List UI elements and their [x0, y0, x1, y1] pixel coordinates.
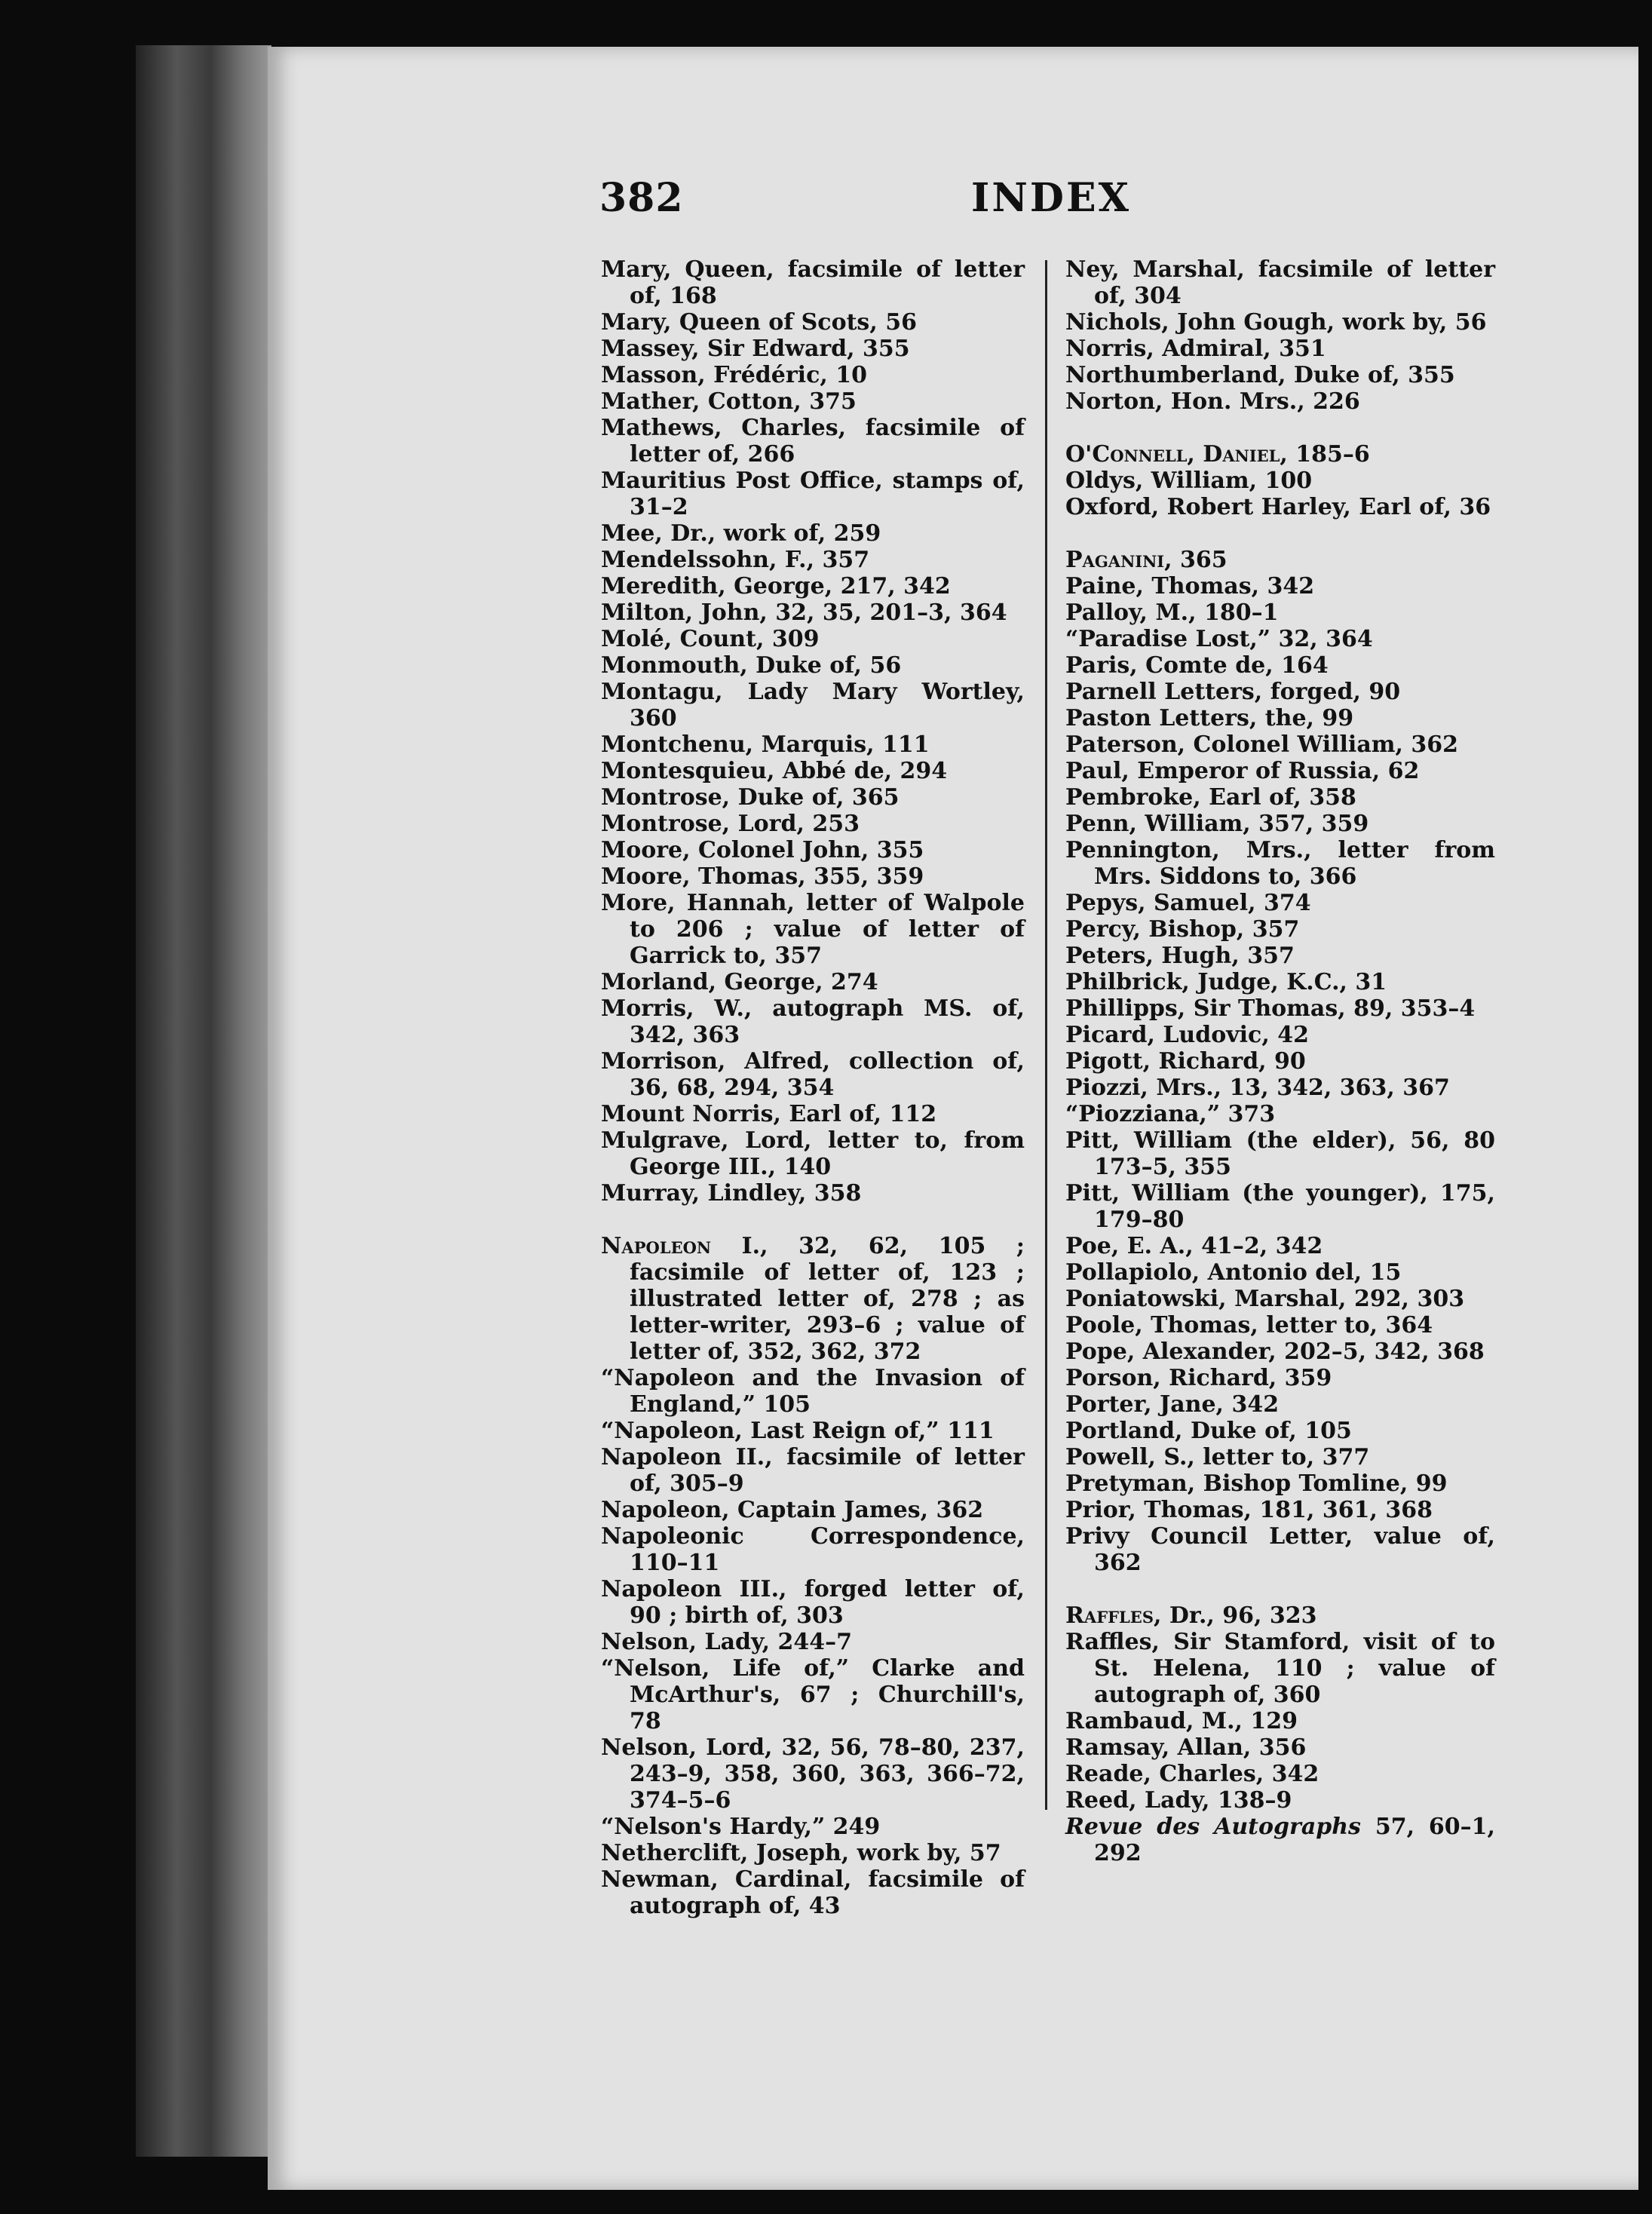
entry-text: Montrose, Duke of, 365	[601, 784, 900, 811]
index-entry	[601, 652, 1025, 679]
entry-text: Poniatowski, Marshal, 292, 303	[1065, 1286, 1465, 1312]
index-entry	[601, 336, 1025, 362]
entry-text: “Nelson's Hardy,” 249	[601, 1814, 881, 1840]
index-entry	[1065, 362, 1495, 388]
index-entry	[601, 1576, 1025, 1629]
index-entry	[601, 1127, 1025, 1180]
entry-text: Pepys, Samuel, 374	[1065, 890, 1311, 916]
entry-text: Northumberland, Duke of, 355	[1065, 362, 1455, 388]
index-entry	[601, 1655, 1025, 1734]
entry-text: Ramsay, Allan, 356	[1065, 1734, 1307, 1761]
index-entry	[1065, 1814, 1495, 1866]
index-entry	[601, 1365, 1025, 1418]
entry-text: Morland, George, 274	[601, 969, 878, 995]
entry-text: Mather, Cotton, 375	[601, 388, 857, 415]
index-entry	[1065, 1761, 1495, 1787]
index-entry	[601, 362, 1025, 388]
index-entry	[601, 1180, 1025, 1207]
index-entry	[1065, 626, 1495, 652]
index-entry	[1065, 784, 1495, 811]
entry-text: “Nelson, Life of,” Clarke and McArthur's, 67 ; Churchill's, 78	[601, 1655, 1025, 1734]
entry-text: Mathews, Charles, facsimile of letter of, 266	[601, 415, 1025, 468]
entry-text: Morrison, Alfred, collection of, 36, 68, 294, 354	[601, 1048, 1025, 1101]
index-entry	[1065, 494, 1495, 520]
index-entry	[1065, 468, 1495, 494]
entry-text: I., 32, 62, 105 ; facsimile of letter of, 123 ; illustrated letter of, 278 ; as letter-writer, 293–6 ; value of letter of, 352, 362, 372	[630, 1233, 1025, 1365]
entry-text: , 365	[1164, 547, 1228, 573]
index-entry	[601, 1629, 1025, 1655]
index-entry	[601, 1048, 1025, 1101]
index-entry	[601, 388, 1025, 415]
entry-text: Pope, Alexander, 202–5, 342, 368	[1065, 1339, 1485, 1365]
index-entry	[1065, 916, 1495, 943]
index-entry	[601, 547, 1025, 573]
index-entry	[1065, 1022, 1495, 1048]
index-entry	[1065, 995, 1495, 1022]
entry-text: Mount Norris, Earl of, 112	[601, 1101, 937, 1127]
entry-text: Montchenu, Marquis, 111	[601, 731, 930, 758]
index-entry	[1065, 837, 1495, 890]
index-entry	[601, 1840, 1025, 1866]
index-column-left	[601, 256, 1025, 1919]
entry-text: Meredith, George, 217, 342	[601, 573, 951, 599]
index-entry	[1065, 890, 1495, 916]
index-entry	[1065, 1497, 1495, 1523]
index-entry	[1065, 969, 1495, 995]
entry-text: Reed, Lady, 138–9	[1065, 1787, 1292, 1814]
entry-text: Oxford, Robert Harley, Earl of, 36	[1065, 494, 1491, 520]
entry-text: Mulgrave, Lord, letter to, from George III., 140	[601, 1127, 1025, 1180]
entry-text: Prior, Thomas, 181, 361, 368	[1065, 1497, 1433, 1523]
index-entry	[1065, 336, 1495, 362]
entry-text: Raffles, Sir Stamford, visit of to St. Helena, 110 ; value of autograph of, 360	[1065, 1629, 1495, 1708]
index-entry	[1065, 679, 1495, 705]
index-entry	[1065, 1391, 1495, 1418]
index-entry	[1065, 1180, 1495, 1233]
page-number: 382	[599, 175, 684, 221]
entry-text: Poole, Thomas, letter to, 364	[1065, 1312, 1433, 1339]
index-entry	[601, 520, 1025, 547]
index-entry	[1065, 652, 1495, 679]
entry-text: Murray, Lindley, 358	[601, 1180, 862, 1207]
index-entry	[1065, 309, 1495, 336]
index-entry	[1065, 1629, 1495, 1708]
entry-text: Napoleonic Correspondence, 110–11	[601, 1523, 1025, 1576]
index-entry	[1065, 1418, 1495, 1444]
entry-text: Reade, Charles, 342	[1065, 1761, 1319, 1787]
entry-text: “Paradise Lost,” 32, 364	[1065, 626, 1373, 652]
entry-text: Mauritius Post Office, stamps of, 31–2	[601, 468, 1025, 520]
entry-text: Palloy, M., 180–1	[1065, 599, 1279, 626]
index-entry	[1065, 1127, 1495, 1180]
letter-section-gap	[1065, 520, 1495, 547]
index-entry	[601, 309, 1025, 336]
entry-text: Penn, William, 357, 359	[1065, 811, 1369, 837]
entry-text: Pollapiolo, Antonio del, 15	[1065, 1259, 1402, 1286]
entry-text: Paul, Emperor of Russia, 62	[1065, 758, 1420, 784]
entry-heading-smallcaps: Raffles	[1065, 1602, 1154, 1629]
column-divider	[1045, 260, 1047, 1810]
entry-text: Morris, W., autograph MS. of, 342, 363	[601, 995, 1025, 1048]
entry-text: Privy Council Letter, value of, 362	[1065, 1523, 1495, 1576]
entry-text: Nelson, Lady, 244–7	[601, 1629, 852, 1655]
index-entry	[1065, 1470, 1495, 1497]
entry-text: Pembroke, Earl of, 358	[1065, 784, 1356, 811]
index-entry	[601, 1866, 1025, 1919]
entry-text: Montagu, Lady Mary Wortley, 360	[601, 679, 1025, 731]
entry-text: Paris, Comte de, 164	[1065, 652, 1329, 679]
entry-text: “Piozziana,” 373	[1065, 1101, 1276, 1127]
index-entry	[601, 679, 1025, 731]
index-entry	[601, 626, 1025, 652]
index-entry	[1065, 1602, 1495, 1629]
index-entry	[1065, 1259, 1495, 1286]
index-entry	[601, 758, 1025, 784]
entry-text: 57, 60–1, 292	[1094, 1814, 1495, 1866]
entry-text: Montrose, Lord, 253	[601, 811, 860, 837]
entry-text: Pretyman, Bishop Tomline, 99	[1065, 1470, 1448, 1497]
entry-text: , 185–6	[1280, 441, 1370, 468]
entry-text: Pennington, Mrs., letter from Mrs. Siddons to, 366	[1065, 837, 1495, 890]
entry-text: Masson, Frédéric, 10	[601, 362, 867, 388]
index-entry	[1065, 1444, 1495, 1470]
entry-text: Ney, Marshal, facsimile of letter of, 304	[1065, 256, 1495, 309]
entry-text: Napoleon II., facsimile of letter of, 305–9	[601, 1444, 1025, 1497]
entry-heading-smallcaps: Napoleon	[601, 1233, 712, 1259]
index-column-right	[1065, 256, 1495, 1866]
entry-text: Percy, Bishop, 357	[1065, 916, 1300, 943]
index-entry	[601, 1734, 1025, 1814]
index-entry	[1065, 1075, 1495, 1101]
entry-text: Paine, Thomas, 342	[1065, 573, 1315, 599]
index-entry	[1065, 943, 1495, 969]
entry-text: Molé, Count, 309	[601, 626, 820, 652]
index-entry	[1065, 1787, 1495, 1814]
entry-heading-smallcaps: O'Connell, Daniel	[1065, 441, 1280, 468]
entry-text: Pitt, William (the younger), 175, 179–80	[1065, 1180, 1495, 1233]
entry-text: Mary, Queen, facsimile of letter of, 168	[601, 256, 1025, 309]
entry-text: Nelson, Lord, 32, 56, 78–80, 237, 243–9, 358, 360, 363, 366–72, 374–5–6	[601, 1734, 1025, 1814]
index-entry	[1065, 811, 1495, 837]
index-entry	[1065, 1101, 1495, 1127]
index-entry	[601, 1497, 1025, 1523]
index-entry	[601, 995, 1025, 1048]
index-entry	[601, 256, 1025, 309]
entry-heading-smallcaps: Paganini	[1065, 547, 1165, 573]
entry-text: More, Hannah, letter of Walpole to 206 ; value of letter of Garrick to, 357	[601, 890, 1025, 969]
entry-text: Poe, E. A., 41–2, 342	[1065, 1233, 1323, 1259]
entry-text: Mary, Queen of Scots, 56	[601, 309, 917, 336]
entry-text: “Napoleon, Last Reign of,” 111	[601, 1418, 995, 1444]
index-entry	[601, 784, 1025, 811]
index-entry	[601, 811, 1025, 837]
index-entry	[601, 1814, 1025, 1840]
entry-text: Napoleon III., forged letter of, 90 ; birth of, 303	[601, 1576, 1025, 1629]
index-entry	[601, 415, 1025, 468]
index-entry	[1065, 1339, 1495, 1365]
index-entry	[601, 1101, 1025, 1127]
index-entry	[601, 969, 1025, 995]
index-entry	[601, 837, 1025, 863]
index-entry	[1065, 1708, 1495, 1734]
entry-text: Rambaud, M., 129	[1065, 1708, 1298, 1734]
index-entry	[601, 599, 1025, 626]
entry-text: Massey, Sir Edward, 355	[601, 336, 910, 362]
entry-text: Netherclift, Joseph, work by, 57	[601, 1840, 1001, 1866]
entry-text: Portland, Duke of, 105	[1065, 1418, 1352, 1444]
entry-text: Porter, Jane, 342	[1065, 1391, 1280, 1418]
entry-text: Montesquieu, Abbé de, 294	[601, 758, 948, 784]
entry-heading-italic: Revue des Autographs	[1065, 1814, 1361, 1840]
index-entry	[601, 863, 1025, 890]
entry-text: Nichols, John Gough, work by, 56	[1065, 309, 1487, 336]
entry-text: Parnell Letters, forged, 90	[1065, 679, 1401, 705]
index-entry	[601, 468, 1025, 520]
entry-text: Newman, Cardinal, facsimile of autograph of, 43	[601, 1866, 1025, 1919]
index-entry	[1065, 1048, 1495, 1075]
index-entry	[1065, 731, 1495, 758]
entry-text: Norris, Admiral, 351	[1065, 336, 1326, 362]
entry-text: “Napoleon and the Invasion of England,” 105	[601, 1365, 1025, 1418]
entry-text: Napoleon, Captain James, 362	[601, 1497, 984, 1523]
index-entry	[1065, 758, 1495, 784]
entry-text: Powell, S., letter to, 377	[1065, 1444, 1370, 1470]
letter-section-gap	[1065, 415, 1495, 441]
index-entry	[1065, 1233, 1495, 1259]
index-entry	[1065, 1286, 1495, 1312]
entry-text: Piozzi, Mrs., 13, 342, 363, 367	[1065, 1075, 1450, 1101]
index-entry	[1065, 441, 1495, 468]
index-entry	[1065, 547, 1495, 573]
entry-text: Milton, John, 32, 35, 201–3, 364	[601, 599, 1007, 626]
entry-text: Pigott, Richard, 90	[1065, 1048, 1306, 1075]
index-entry	[601, 890, 1025, 969]
index-entry	[1065, 1734, 1495, 1761]
index-entry	[601, 731, 1025, 758]
entry-text: Oldys, William, 100	[1065, 468, 1313, 494]
entry-text: Peters, Hugh, 357	[1065, 943, 1295, 969]
entry-text: Moore, Thomas, 355, 359	[601, 863, 924, 890]
page-header	[599, 175, 1195, 235]
entry-text: Mendelssohn, F., 357	[601, 547, 870, 573]
index-entry	[601, 1523, 1025, 1576]
index-entry	[1065, 599, 1495, 626]
index-entry	[1065, 1523, 1495, 1576]
entry-text: Phillipps, Sir Thomas, 89, 353–4	[1065, 995, 1476, 1022]
index-entry	[601, 1444, 1025, 1497]
entry-text: Monmouth, Duke of, 56	[601, 652, 902, 679]
index-entry	[1065, 573, 1495, 599]
letter-section-gap	[601, 1207, 1025, 1233]
entry-text: Paston Letters, the, 99	[1065, 705, 1354, 731]
index-entry	[601, 573, 1025, 599]
index-entry	[1065, 705, 1495, 731]
page-block-edge	[136, 45, 271, 2157]
entry-text: Pitt, William (the elder), 56, 80 173–5, 355	[1065, 1127, 1495, 1180]
index-entry	[1065, 388, 1495, 415]
entry-text: Paterson, Colonel William, 362	[1065, 731, 1459, 758]
entry-text: Philbrick, Judge, K.C., 31	[1065, 969, 1387, 995]
entry-text: Mee, Dr., work of, 259	[601, 520, 881, 547]
entry-text: Porson, Richard, 359	[1065, 1365, 1332, 1391]
index-entry	[601, 1233, 1025, 1365]
entry-text: Norton, Hon. Mrs., 226	[1065, 388, 1360, 415]
entry-text: Moore, Colonel John, 355	[601, 837, 924, 863]
entry-text: , Dr., 96, 323	[1153, 1602, 1317, 1629]
index-entry	[1065, 1365, 1495, 1391]
entry-text: Picard, Ludovic, 42	[1065, 1022, 1309, 1048]
index-entry	[1065, 256, 1495, 309]
index-entry	[1065, 1312, 1495, 1339]
running-title: INDEX	[971, 175, 1131, 221]
letter-section-gap	[1065, 1576, 1495, 1602]
index-entry	[601, 1418, 1025, 1444]
